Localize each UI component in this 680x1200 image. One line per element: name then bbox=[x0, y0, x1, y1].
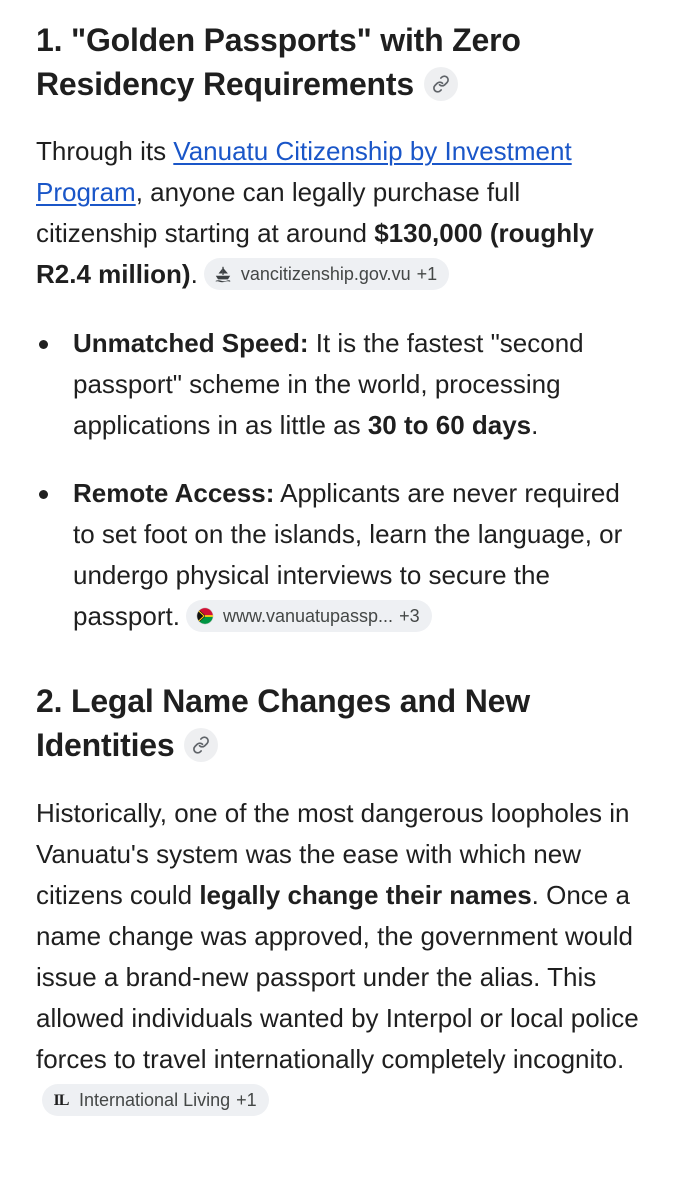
section-1-heading bbox=[36, 18, 644, 106]
paragraph-text: . bbox=[190, 259, 198, 289]
section-1-title: 1. "Golden Passports" with Zero Residency Requirements bbox=[36, 22, 521, 102]
international-living-logo-text: IL bbox=[53, 1091, 69, 1109]
list-item-text: Applicants are never required to set foot on the islands, learn the language, or undergo physical interviews to secure the passport. bbox=[73, 478, 623, 631]
name-change-highlight: legally change their names bbox=[199, 880, 532, 910]
international-living-icon bbox=[52, 1091, 70, 1109]
duration-highlight: 30 to 60 days bbox=[367, 410, 532, 440]
price-highlight: $130,000 (roughly R2.4 million) bbox=[36, 218, 594, 289]
paragraph-text: , anyone can legally purchase full citizenship starting at around bbox=[36, 177, 521, 248]
citation-count: +3 bbox=[399, 605, 420, 626]
list-item-label: Unmatched Speed: bbox=[73, 328, 309, 358]
list-item-text: It is the fastest "second passport" scheme in the world, processing applications in as little as bbox=[73, 328, 584, 440]
citation-chip-vanuatupassport[interactable] bbox=[186, 600, 432, 632]
list-item bbox=[36, 473, 644, 637]
citation-source: vancitizenship.gov.vu bbox=[240, 263, 411, 284]
link-icon bbox=[192, 736, 210, 754]
citizenship-program-link[interactable]: Vanuatu Citizenship by Investment Program bbox=[36, 136, 572, 207]
section-2-title: 2. Legal Name Changes and New Identities bbox=[36, 683, 530, 763]
paragraph-text: Historically, one of the most dangerous loopholes in Vanuatu's system was the ease with which new citizens could bbox=[36, 798, 630, 910]
section-2-anchor-link[interactable] bbox=[184, 728, 218, 762]
section-2-heading bbox=[36, 679, 644, 767]
citation-count: +1 bbox=[416, 263, 438, 284]
vanuatu-flag-icon bbox=[196, 607, 214, 625]
paragraph-text: . Once a name change was approved, the government would issue a brand-new passport under the alias. This allowed individuals wanted by Interpol or local police forces to travel internationally completely incognito. bbox=[36, 880, 639, 1074]
bullet-dot bbox=[39, 490, 48, 499]
section-2-paragraph bbox=[36, 793, 644, 1121]
paragraph-text: Through its bbox=[36, 136, 174, 166]
bullet-dot bbox=[39, 340, 48, 349]
citation-chip-international-living[interactable] bbox=[42, 1084, 269, 1116]
list-item bbox=[36, 323, 644, 446]
citation-count: +1 bbox=[236, 1089, 257, 1110]
feature-list bbox=[36, 323, 644, 637]
citation-source: www.vanuatupassp... bbox=[222, 605, 394, 626]
citation-source: International Living bbox=[79, 1089, 231, 1110]
citation-chip-vancitizenship[interactable] bbox=[204, 258, 449, 290]
list-item-label: Remote Access: bbox=[73, 478, 275, 508]
ship-icon bbox=[214, 265, 232, 283]
section-1-paragraph bbox=[36, 131, 644, 295]
section-1-anchor-link[interactable] bbox=[424, 67, 458, 101]
link-icon bbox=[432, 75, 450, 93]
list-item-text: . bbox=[531, 410, 539, 440]
